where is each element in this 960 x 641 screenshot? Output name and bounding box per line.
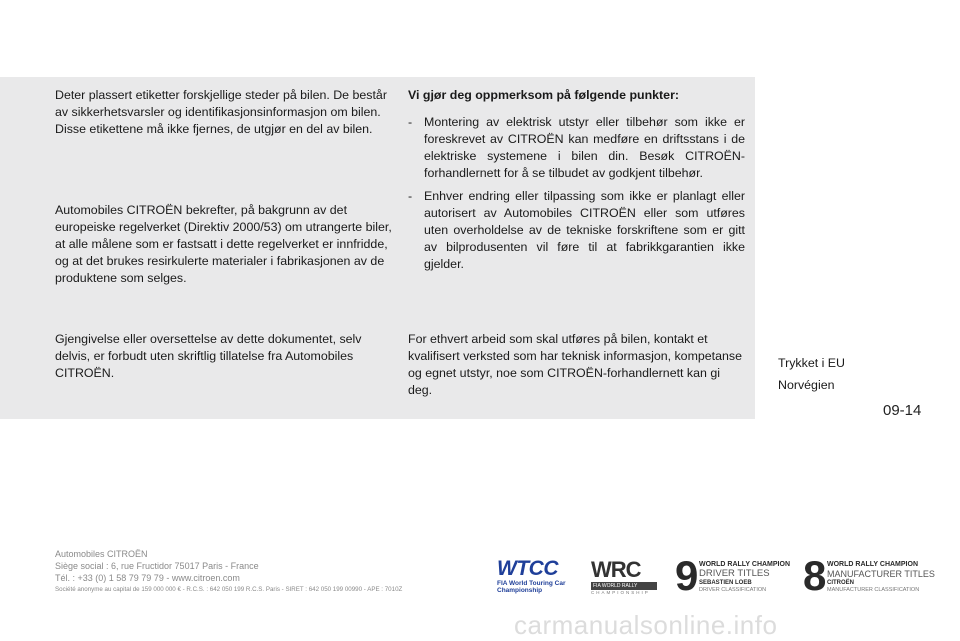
driver-badge-heading: WORLD RALLY CHAMPION xyxy=(699,561,790,568)
right-column xyxy=(408,87,745,397)
driver-titles-count: 9 xyxy=(675,552,699,599)
manufacturer-badge-heading: WORLD RALLY CHAMPION xyxy=(827,561,918,568)
wtcc-wordmark: WTCC xyxy=(497,557,558,580)
list-item xyxy=(408,114,745,182)
workshop-paragraph: For ethvert arbeid som skal utføres på bilen, kontakt et kvalifisert verksted som har teknisk informasjon, kompetanse og egnet utstyr, noe som CITROËN-forhandlernett kan gi deg. xyxy=(408,332,742,397)
wtcc-logo xyxy=(497,558,581,602)
notice-list xyxy=(408,114,745,273)
manufacturer-titles-count: 8 xyxy=(803,552,827,599)
manufacturer-titles-badge xyxy=(803,552,937,602)
driver-badge-name: SEBASTIEN LOEB xyxy=(699,580,752,586)
wrc-wordmark: WRC xyxy=(591,557,641,582)
copyright-paragraph: Gjengivelse eller oversettelse av dette dokumentet, selv delvis, er forbudt uten skriftlig tillatelse fra Automobiles CITROËN. xyxy=(55,332,362,380)
wtcc-subtitle: FIA World Touring Car xyxy=(497,580,566,587)
driver-badge-title: DRIVER TITLES xyxy=(699,568,770,579)
printed-country: Norvégien xyxy=(778,378,835,392)
company-phone: Tél. : +33 (0) 1 58 79 79 79 - www.citroen.com xyxy=(55,573,240,583)
printed-in: Trykket i EU xyxy=(778,356,846,370)
manufacturer-badge-title: MANUFACTURER TITLES xyxy=(827,569,935,579)
driver-badge-class: DRIVER CLASSIFICATION xyxy=(699,587,767,593)
dash-marker: - xyxy=(408,189,413,203)
sponsor-logos xyxy=(497,552,937,602)
recycling-paragraph: Automobiles CITROËN bekrefter, på bakgrunn av det europeiske regelverket (Direktiv 2000/53) om utrangerte biler, at alle målene som er fastsatt i dette regelverket er innfridde, og at det brukes resirkulerte materialer i fabrikasjonen av de produktene som selges. xyxy=(55,203,392,285)
print-info xyxy=(778,355,845,399)
wtcc-subtitle-2: Championship xyxy=(497,587,543,594)
wrc-band: FIA WORLD RALLY xyxy=(591,582,657,590)
list-item xyxy=(408,188,745,273)
driver-titles-badge xyxy=(675,552,799,602)
labels-paragraph: Deter plassert etiketter forskjellige steder på bilen. De består av sikkerhetsvarsler og identifikasjonsinformasjon om bilen. Disse etikettene må ikke fjernes, de utgjør en del av bilen. xyxy=(55,88,387,136)
company-info xyxy=(55,548,402,596)
page-number: 09-14 xyxy=(883,402,922,419)
wrc-subtitle: CHAMPIONSHIP xyxy=(591,590,650,595)
dash-marker: - xyxy=(408,115,413,129)
site-watermark: carmanualsonline.info xyxy=(514,610,778,640)
company-legal: Société anonyme au capital de 159 000 000 € - R.C.S. : 642 050 199 R.C.S. Paris - SIRET : 642 050 199 00990 - APE : 7010Z xyxy=(55,586,403,593)
manufacturer-badge-class: MANUFACTURER CLASSIFICATION xyxy=(827,587,920,593)
manufacturer-badge-name: CITROËN xyxy=(827,580,854,586)
wrc-logo xyxy=(591,558,665,602)
notice-title: Vi gjør deg oppmerksom på følgende punkter: xyxy=(408,88,680,102)
company-address: Siège social : 6, rue Fructidor 75017 Paris - France xyxy=(55,561,259,571)
list-item-text: Enhver endring eller tilpassing som ikke er planlagt eller autorisert av Automobiles CITROËN eller som utføres uten overholdelse av de tekniske forskriftene som er gitt av bilprodusenten vil føre til at fabrikkgarantien ikke gjelder. xyxy=(424,189,745,271)
list-item-text: Montering av elektrisk utstyr eller tilbehør som ikke er foreskrevet av CITROËN kan medføre en driftsstans i de elektriske systemene i bilen din. Besøk CITROËN-forhandlernett for å se tilbudet av godkjent tilbehør. xyxy=(424,115,745,180)
company-name: Automobiles CITROËN xyxy=(55,549,148,559)
